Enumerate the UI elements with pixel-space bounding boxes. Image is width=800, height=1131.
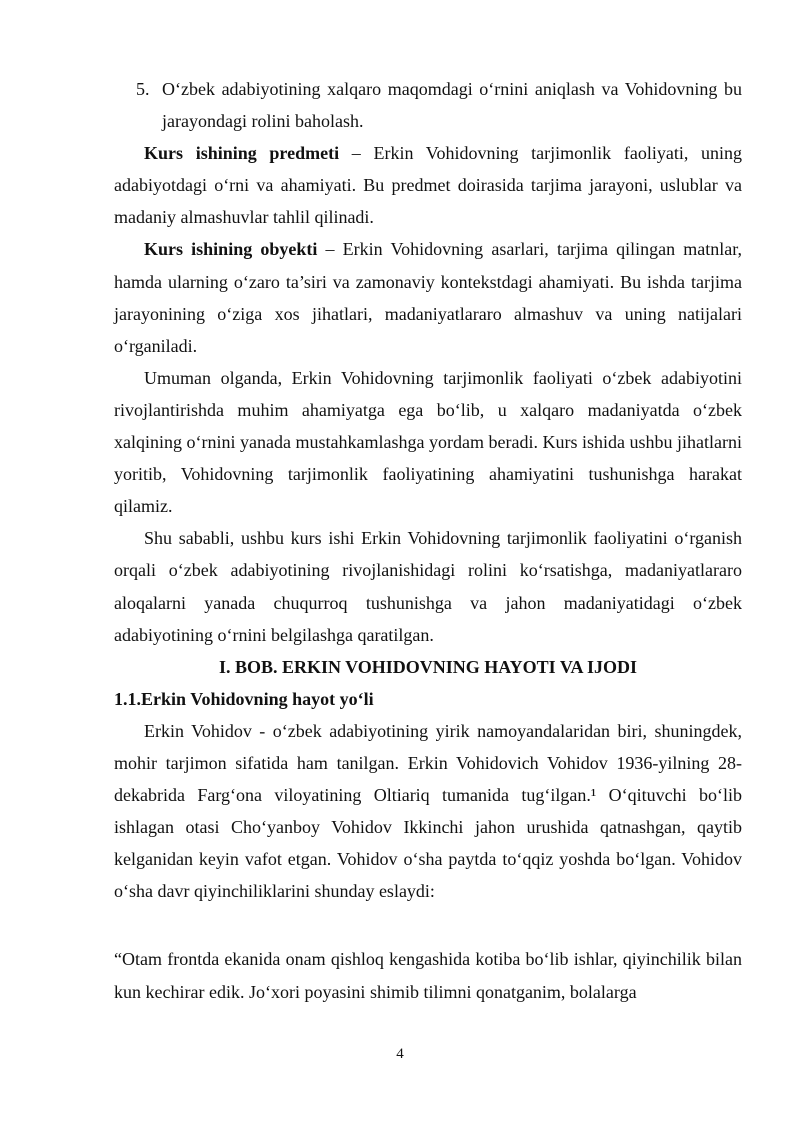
subject-label: Kurs ishining predmeti xyxy=(144,143,340,164)
blank-line xyxy=(114,907,742,939)
chapter-title: I. BOB. ERKIN VOHIDOVNING HAYOTI VA IJODI xyxy=(218,656,638,677)
list-number: 5. xyxy=(136,79,150,99)
purpose-paragraph: Shu sababli, ushbu kurs ishi Erkin Vohidovning tarjimonlik faoliyatini o‘rganish orqali o‘zbek adabiyotining rivojlanishidagi rolini ko‘rsatishga, madaniyatlararo aloqalarni yanada chuqurroq tushunishga va jahon madaniyatidagi o‘zbek adabiyotining o‘rnini belgilashga qaratilgan. xyxy=(114,528,742,645)
document-page xyxy=(114,73,742,1008)
list-item-5 xyxy=(114,73,742,137)
biography-paragraph: Erkin Vohidov - o‘zbek adabiyotining yirik namoyandalaridan biri, shuningdek, mohir tarjimon sifatida ham tanilgan. Erkin Vohidovich Vohidov 1936-yilning 28-dekabrida Farg‘ona viloyatining Oltiariq tumanida tug‘ilgan.¹ O‘qituvchi bo‘lib ishlagan otasi Cho‘yanboy Vohidov Ikkinchi jahon urushida qatnashgan, qaytib kelganidan keyin vafot etgan. Vohidov o‘sha paytda to‘qqiz yoshda bo‘lgan. Vohidov o‘sha davr qiyinchiliklarini shunday eslaydi: xyxy=(114,720,742,902)
object-paragraph xyxy=(114,233,742,361)
page-number: 4 xyxy=(396,1046,404,1062)
quote-paragraph: “Otam frontda ekanida onam qishloq kengashida kotiba bo‘lib ishlar, qiyinchilik bilan kun kechirar edik. Jo‘xori poyasini shimib tilimni qonatganim, bolalarga xyxy=(114,949,742,1002)
object-text: – Erkin Vohidovning asarlari, tarjima qilingan matnlar, hamda ularning o‘zaro ta’siri va zamonaviy kontekstdagi ahamiyati. Bu ishda tarjima jarayonining o‘ziga xos jihatlari, madaniyatlararo almashuv va uning natijalari o‘rganiladi. xyxy=(114,239,742,356)
section-title: 1.1.Erkin Vohidovning hayot yo‘li xyxy=(114,688,374,709)
list-item-text: O‘zbek adabiyotining xalqaro maqomdagi o‘rnini aniqlash va Vohidovning bu jarayondagi rolini baholash. xyxy=(162,79,742,132)
subject-paragraph xyxy=(114,137,742,233)
subject-text: – Erkin Vohidovning tarjimonlik faoliyati, uning adabiyotdagi o‘rni va ahamiyati. Bu predmet doirasida tarjima jarayoni, uslublar va madaniy almashuvlar tahlil qilinadi. xyxy=(114,143,743,228)
summary-paragraph: Umuman olganda, Erkin Vohidovning tarjimonlik faoliyati o‘zbek adabiyotini rivojlantirishda muhim ahamiyatga ega bo‘lib, u xalqaro madaniyatda o‘zbek xalqining o‘rnini yanada mustahkamlashga yordam beradi. Kurs ishida ushbu jihatlarni yoritib, Vohidovning tarjimonlik faoliyatining ahamiyatini tushunishga harakat qilamiz. xyxy=(114,367,742,517)
object-label: Kurs ishining obyekti xyxy=(144,239,318,260)
